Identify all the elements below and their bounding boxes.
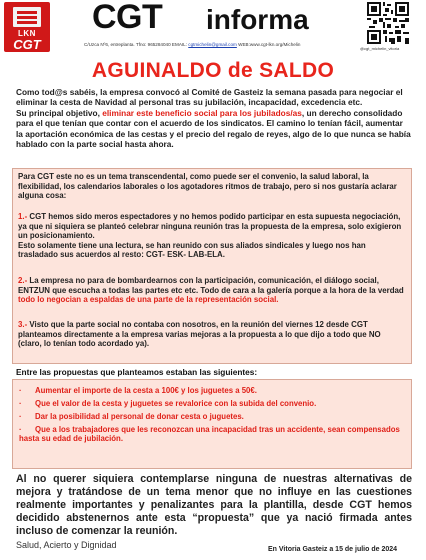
point-3-number: 3.- bbox=[18, 320, 28, 329]
contact-web[interactable]: WEB:www.cgt-lkn.org/Michelin bbox=[238, 42, 301, 47]
proposal-text: Que el valor de la cesta y juguetes se revalorice con la subida del convenio. bbox=[35, 399, 317, 408]
contact-line bbox=[84, 42, 300, 47]
proposal-text: Que a los trabajadores que les reconozcan una incapacidad tras un accidente, sean compensados hasta su edad de jubilación. bbox=[19, 425, 400, 444]
masthead-informa: informa bbox=[206, 4, 309, 35]
point-1-number: 1.- bbox=[18, 212, 28, 221]
intro-text bbox=[16, 87, 412, 149]
closing-paragraph: Al no querer siquiera contemplarse ninguna de nuestras alternativas de mejora y tratándose de un tema menor que no influye en las cuestiones realmente importantes y penalizantes para la plantilla, desde CGT hemos decidido abstenernos ante esta “propuesta” que ya nació firmada antes incluso de comenzar la reunión. bbox=[16, 473, 412, 538]
proposals-list bbox=[12, 379, 412, 469]
qr-handles: @cgt_michelin_vitoria bbox=[360, 46, 400, 51]
cgt-lkn-logo bbox=[4, 2, 50, 52]
flag-icon bbox=[13, 7, 41, 27]
proposal-text: Aumentar el importe de la cesta a 100€ y los juguetes a 50€. bbox=[35, 386, 257, 395]
point-1b-text: Esto solamente tiene una lectura, se han reunido con sus aliados sindicales y luego nos han trasladado sus acuerdos al resto: CGT- ESK- LAB-ELA. bbox=[18, 240, 366, 260]
salute: Salud, Acierto y Dignidad bbox=[16, 540, 117, 550]
logo-cgt-text: CGT bbox=[13, 37, 41, 52]
bullet-icon: · bbox=[19, 412, 22, 421]
bullet-icon: · bbox=[19, 399, 22, 408]
contact-email-link[interactable]: cgtmichelin@gmail.com bbox=[188, 42, 237, 47]
point-2-text: La empresa no para de bombardearnos con la participación, comunicación, el diálogo social, ENTZUN que escucha a todas las partes etc etc. Todo de cara a la galería porque a la hora de la verdad bbox=[18, 276, 404, 295]
intro-p2-end: , un derecho consolidado para el que tenían que contar con el acuerdo de los sindicatos. El camino lo tenían fácil, aumentar la aportación económica de las cestas y el precio del regalo de reyes, algo de lo que nunca se había hablado con la parte social hasta ahora. bbox=[16, 107, 411, 150]
proposal-text: Dar la posibilidad al personal de donar cesta o juguetes. bbox=[35, 412, 244, 421]
intro-paragraph-2 bbox=[16, 108, 412, 150]
intro-p2-highlight: eliminar este beneficio social para los jubilados/as bbox=[102, 107, 302, 118]
list-item bbox=[19, 425, 405, 444]
point-3-text: Visto que la parte social no contaba con nosotros, en la reunión del viernes 12 desde CGT planteamos directamente a la empresa varias mejoras a la propuesta a lo que dijo a todo que NO (claro, lo tenían todo acordado ya). bbox=[18, 320, 381, 349]
logo-lkn-text: LKN bbox=[18, 29, 36, 38]
box-point-2 bbox=[18, 276, 406, 305]
box-lead bbox=[18, 172, 406, 201]
point-2-highlight: todo lo negocian a espaldas de una parte de la representación social. bbox=[18, 295, 279, 305]
list-item bbox=[19, 386, 405, 395]
bullet-icon: · bbox=[19, 425, 22, 434]
bullet-icon: · bbox=[19, 386, 22, 395]
contact-address: C/Uzca Nº6, entreplanta. Tfno: 965284040 bbox=[84, 42, 171, 47]
box-lead-text: Para CGT este no es un tema transcendental, como puede ser el convenio, la salud laboral, la flexibilidad, los calendarios laborales o los agotadores ritmos de trabajo, pero si nos gustaría aclarar alguna cosa: bbox=[18, 172, 397, 201]
statement-box bbox=[12, 168, 412, 364]
masthead-cgt: CGT bbox=[92, 0, 163, 36]
box-point-3 bbox=[18, 320, 406, 349]
list-item bbox=[19, 399, 405, 408]
headline: AGUINALDO de SALDO bbox=[91, 59, 335, 82]
qr-code-icon bbox=[367, 2, 409, 44]
proposals-intro: Entre las propuestas que planteamos estaban las siguientes: bbox=[16, 367, 258, 377]
box-point-1 bbox=[18, 212, 406, 260]
point-1-text: CGT hemos sido meros espectadores y no hemos podido participar en esta supuesta negociación, ya que ni siquiera se planteó celebrar ninguna reunión tras la propuesta de la empresa, solo exigieron un posicionamiento. bbox=[18, 212, 402, 241]
page-header bbox=[0, 0, 426, 55]
contact-email-label: EMAIL: bbox=[171, 42, 187, 47]
list-item bbox=[19, 412, 405, 421]
intro-paragraph-1: Como tod@s sabéis, la empresa convocó al Comité de Gasteiz la semana pasada para negociar el eliminar la cesta de Navidad al personal tras su jubilación, incapacidad, excedencia etc. bbox=[16, 87, 403, 108]
intro-p2-start: Su principal objetivo, bbox=[16, 107, 103, 118]
point-2-number: 2.- bbox=[18, 276, 28, 285]
place-date: En Vitoria Gasteiz a 15 de julio de 2024 bbox=[268, 546, 398, 553]
